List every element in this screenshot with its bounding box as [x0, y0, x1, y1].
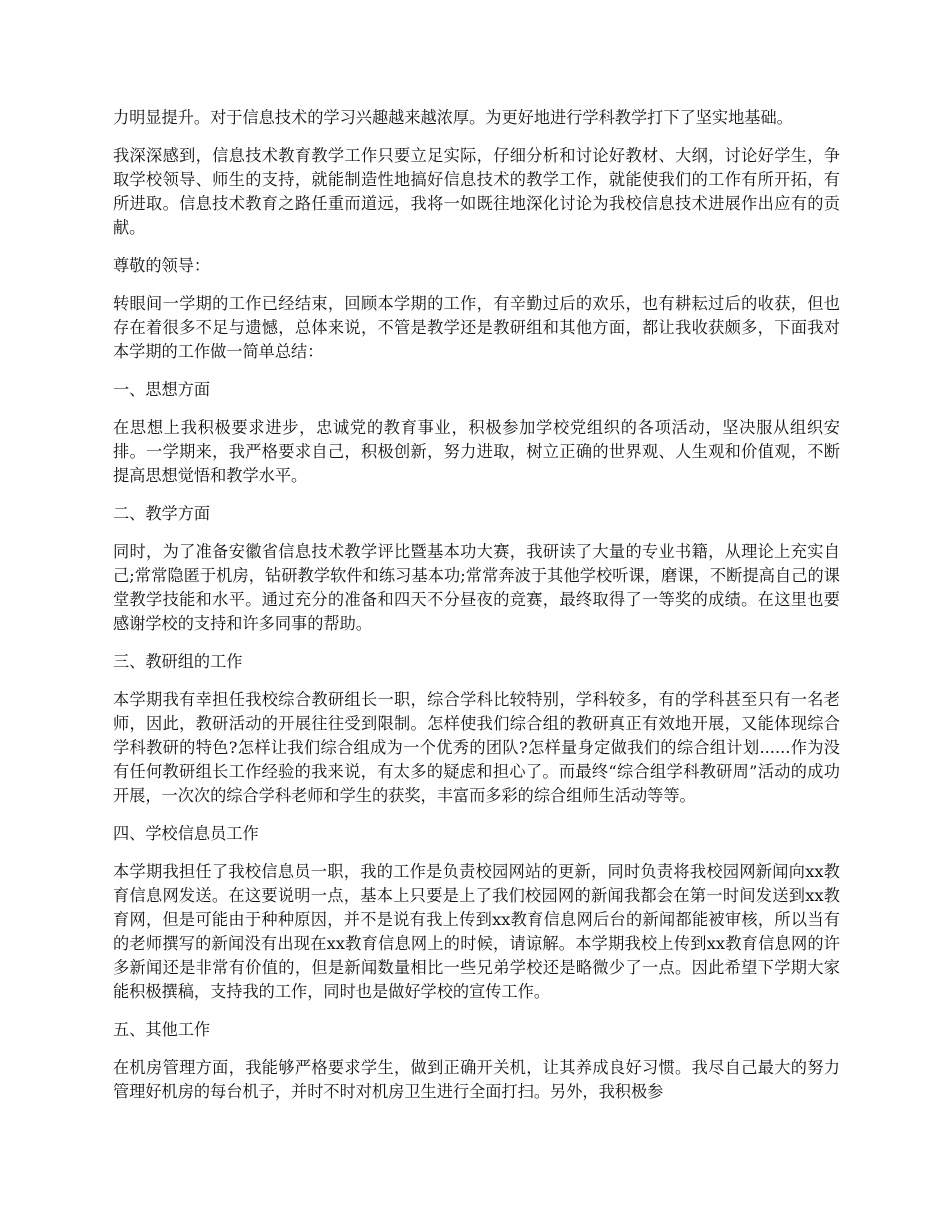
section-heading-other: 五、其他工作 — [113, 1020, 211, 1039]
section-heading-research-group: 三、教研组的工作 — [113, 652, 243, 671]
paragraph-thought: 在思想上我积极要求进步，忠诚党的教育事业，积极参加学校党组织的各项活动，坚决服从组织安排。一学期来，我严格要求自己，积极创新，努力进取，树立正确的世界观、人生观和价值观，不断提高思想觉悟和教学水平。 — [113, 418, 840, 485]
paragraph-research-group: 本学期我有幸担任我校综合教研组长一职，综合学科比较特别，学科较多，有的学科甚至只有一名老师，因此，教研活动的开展往往受到限制。怎样使我们综合组的教研真正有效地开展，又能体现综合学科教研的特色?怎样让我们综合组成为一个优秀的团队?怎样量身定做我们的综合组计划......作为没有任何教研组长工作经验的我来说，有太多的疑虑和担心了。而最终“综合组学科教研周”活动的成功开展，一次次的综合学科老师和学生的获奖，丰富而多彩的综合组师生活动等等。 — [113, 690, 840, 805]
section-heading-teaching: 二、教学方面 — [113, 504, 211, 523]
paragraph-intro: 转眼间一学期的工作已经结束，回顾本学期的工作，有辛勤过后的欢乐，也有耕耘过后的收获，但也存在着很多不足与遗憾，总体来说，不管是教学还是教研组和其他方面，都让我收获颇多，下面我对本学期的工作做一简单总结： — [113, 294, 840, 361]
paragraph-info-officer: 本学期我担任了我校信息员一职，我的工作是负责校园网站的更新，同时负责将我校园网新闻向xx教育信息网发送。在这要说明一点，基本上只要是上了我们校园网的新闻我都会在第一时间发送到xx教育网，但是可能由于种种原因，并不是说有我上传到xx教育信息网后台的新闻都能被审核，所以当有的老师撰写的新闻没有出现在xx教育信息网上的时候，请谅解。本学期我校上传到xx教育信息网的许多新闻还是非常有价值的，但是新闻数量相比一些兄弟学校还是略微少了一点。因此希望下学期大家能积极撰稿，支持我的工作，同时也是做好学校的宣传工作。 — [113, 862, 840, 1001]
paragraph-2: 我深深感到，信息技术教育教学工作只要立足实际，仔细分析和讨论好教材、大纲，讨论好学生，争取学校领导、师生的支持，就能制造性地搞好信息技术的教学工作，就能使我们的工作有所开拓，有所进取。信息技术教育之路任重而道远，我将一如既往地深化讨论为我校信息技术进展作出应有的贡献。 — [113, 146, 840, 237]
paragraph-1: 力明显提升。对于信息技术的学习兴趣越来越浓厚。为更好地进行学科教学打下了坚实地基础。 — [113, 108, 793, 127]
section-heading-thought: 一、思想方面 — [113, 380, 211, 399]
paragraph-teaching: 同时，为了准备安徽省信息技术教学评比暨基本功大赛，我研读了大量的专业书籍，从理论上充实自己;常常隐匿于机房，钻研教学软件和练习基本功;常常奔波于其他学校听课，磨课，不断提高自己的课堂教学技能和水平。通过充分的准备和四天不分昼夜的竞赛，最终取得了一等奖的成绩。在这里也要感谢学校的支持和许多同事的帮助。 — [113, 542, 840, 633]
salutation: 尊敬的领导： — [113, 256, 211, 275]
document-page — [113, 106, 840, 1118]
section-heading-info-officer: 四、学校信息员工作 — [113, 824, 259, 843]
paragraph-other: 在机房管理方面，我能够严格要求学生，做到正确开关机，让其养成良好习惯。我尽自己最大的努力管理好机房的每台机子，并时不时对机房卫生进行全面打扫。另外，我积极参 — [113, 1058, 840, 1101]
